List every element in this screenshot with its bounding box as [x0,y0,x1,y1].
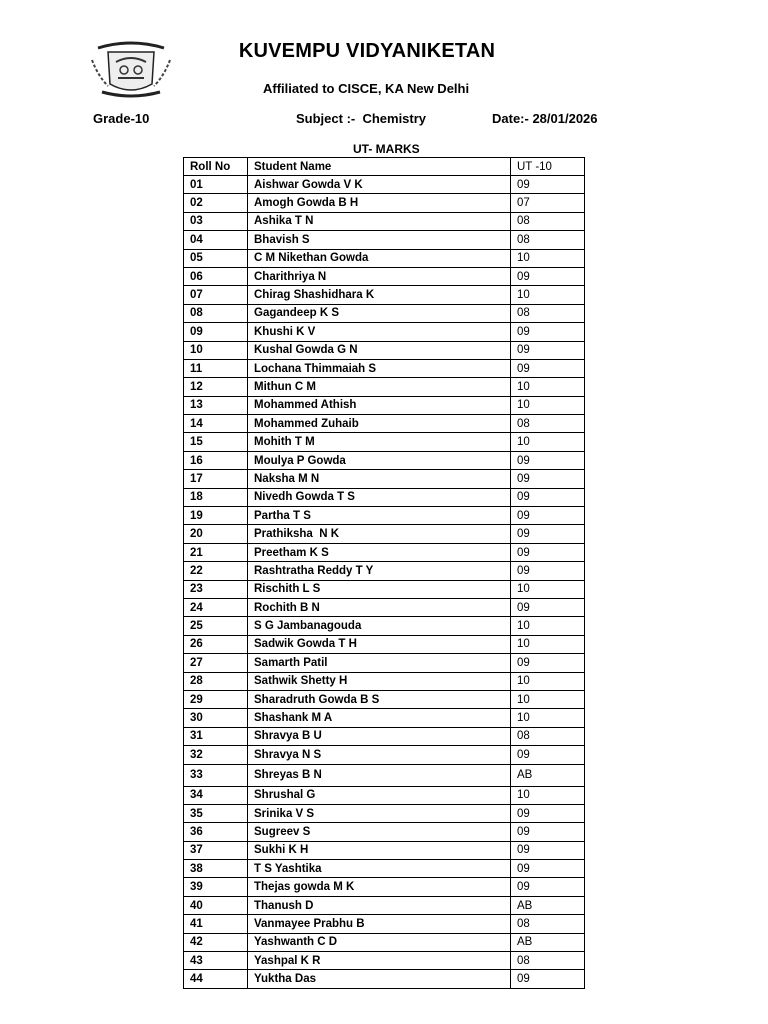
roll-number-cell: 01 [184,176,248,194]
roll-number-cell: 35 [184,804,248,822]
roll-number-cell: 19 [184,507,248,525]
student-name-cell: Khushi K V [248,323,511,341]
student-name-cell: Charithriya N [248,267,511,285]
roll-number-cell: 25 [184,617,248,635]
ut-marks-cell: 10 [511,617,585,635]
ut-marks-cell: 09 [511,654,585,672]
table-row [184,896,585,914]
roll-number-cell: 12 [184,378,248,396]
student-name-cell: Sadwik Gowda T H [248,635,511,653]
student-name-cell: Aishwar Gowda V K [248,176,511,194]
table-row [184,933,585,951]
roll-number-cell: 33 [184,764,248,786]
student-name-cell: Thejas gowda M K [248,878,511,896]
roll-number-cell: 15 [184,433,248,451]
table-row [184,860,585,878]
table-row [184,415,585,433]
table-row [184,231,585,249]
table-row [184,562,585,580]
roll-number-cell: 40 [184,896,248,914]
ut-marks-cell: 09 [511,841,585,859]
ut-marks-cell: 09 [511,176,585,194]
ut-marks-cell: 10 [511,396,585,414]
roll-number-cell: 29 [184,690,248,708]
table-row [184,804,585,822]
ut-marks-cell: 09 [511,323,585,341]
ut-marks-cell: 10 [511,786,585,804]
ut-marks-cell: 09 [511,746,585,764]
ut-marks-cell: 09 [511,451,585,469]
table-row [184,470,585,488]
ut-marks-cell: 10 [511,286,585,304]
roll-number-cell: 08 [184,304,248,322]
student-name-cell: Shreyas B N [248,764,511,786]
student-name-cell: Yashwanth C D [248,933,511,951]
table-row [184,709,585,727]
student-name-cell: Lochana Thimmaiah S [248,359,511,377]
student-name-cell: Shravya N S [248,746,511,764]
roll-number-cell: 13 [184,396,248,414]
student-name-cell: Sharadruth Gowda B S [248,690,511,708]
ut-marks-cell: 09 [511,878,585,896]
ut-marks-cell: 09 [511,341,585,359]
ut-marks-cell: 09 [511,804,585,822]
roll-number-cell: 02 [184,194,248,212]
student-name-cell: Rochith B N [248,598,511,616]
ut-marks-cell: 09 [511,470,585,488]
table-row [184,635,585,653]
roll-number-cell: 36 [184,823,248,841]
table-row [184,286,585,304]
roll-number-cell: 11 [184,359,248,377]
table-row [184,580,585,598]
ut-marks-cell: 09 [511,507,585,525]
student-name-cell: Nivedh Gowda T S [248,488,511,506]
roll-number-cell: 42 [184,933,248,951]
school-name: KUVEMPU VIDYANIKETAN [238,40,496,62]
table-row [184,823,585,841]
student-name-cell: Ashika T N [248,212,511,230]
table-row [184,746,585,764]
column-header-roll-no: Roll No [184,158,248,176]
ut-marks-cell: 09 [511,860,585,878]
student-name-cell: Mohammed Athish [248,396,511,414]
ut-marks-cell: 08 [511,915,585,933]
roll-number-cell: 44 [184,970,248,988]
ut-marks-cell: 08 [511,304,585,322]
column-header-student-name: Student Name [248,158,511,176]
ut-marks-cell: 10 [511,690,585,708]
table-row [184,598,585,616]
student-name-cell: Gagandeep K S [248,304,511,322]
student-name-cell: Sukhi K H [248,841,511,859]
grade-label: Grade-10 [93,111,150,126]
ut-marks-cell: 09 [511,359,585,377]
marks-table [183,157,585,989]
ut-marks-cell: 08 [511,952,585,970]
student-name-cell: Sathwik Shetty H [248,672,511,690]
ut-marks-cell: 09 [511,488,585,506]
table-row [184,764,585,786]
subject-label: Subject :- Chemistry [296,111,427,126]
table-title: UT- MARKS [353,142,420,156]
table-row [184,970,585,988]
student-name-cell: Kushal Gowda G N [248,341,511,359]
student-name-cell: Rischith L S [248,580,511,598]
table-row [184,617,585,635]
student-name-cell: Prathiksha N K [248,525,511,543]
table-row [184,194,585,212]
student-name-cell: Naksha M N [248,470,511,488]
roll-number-cell: 09 [184,323,248,341]
roll-number-cell: 16 [184,451,248,469]
student-name-cell: Amogh Gowda B H [248,194,511,212]
student-name-cell: Yashpal K R [248,952,511,970]
ut-marks-cell: 09 [511,823,585,841]
ut-marks-cell: 10 [511,672,585,690]
roll-number-cell: 07 [184,286,248,304]
student-name-cell: Shravya B U [248,727,511,745]
roll-number-cell: 05 [184,249,248,267]
ut-marks-cell: AB [511,896,585,914]
table-row [184,786,585,804]
roll-number-cell: 38 [184,860,248,878]
student-name-cell: Chirag Shashidhara K [248,286,511,304]
roll-number-cell: 06 [184,267,248,285]
ut-marks-cell: 10 [511,580,585,598]
roll-number-cell: 04 [184,231,248,249]
student-name-cell: Bhavish S [248,231,511,249]
roll-number-cell: 28 [184,672,248,690]
table-row [184,304,585,322]
table-row [184,525,585,543]
roll-number-cell: 39 [184,878,248,896]
roll-number-cell: 10 [184,341,248,359]
student-name-cell: Yuktha Das [248,970,511,988]
student-name-cell: S G Jambanagouda [248,617,511,635]
student-name-cell: Preetham K S [248,543,511,561]
ut-marks-cell: 10 [511,709,585,727]
table-row [184,212,585,230]
table-row [184,249,585,267]
ut-marks-cell: 07 [511,194,585,212]
ut-marks-cell: 09 [511,970,585,988]
table-row [184,690,585,708]
column-header-ut-marks: UT -10 [511,158,585,176]
ut-marks-cell: 10 [511,378,585,396]
student-name-cell: Partha T S [248,507,511,525]
table-row [184,543,585,561]
ut-marks-cell: 09 [511,543,585,561]
ut-marks-cell: 08 [511,212,585,230]
table-row [184,841,585,859]
student-name-cell: Thanush D [248,896,511,914]
roll-number-cell: 43 [184,952,248,970]
roll-number-cell: 03 [184,212,248,230]
roll-number-cell: 20 [184,525,248,543]
student-name-cell: Mohammed Zuhaib [248,415,511,433]
roll-number-cell: 41 [184,915,248,933]
table-row [184,488,585,506]
ut-marks-cell: 09 [511,525,585,543]
ut-marks-cell: 08 [511,415,585,433]
ut-marks-cell: 10 [511,249,585,267]
roll-number-cell: 21 [184,543,248,561]
ut-marks-cell: 10 [511,635,585,653]
table-row [184,654,585,672]
roll-number-cell: 17 [184,470,248,488]
table-row [184,507,585,525]
table-row [184,176,585,194]
ut-marks-cell: 09 [511,598,585,616]
roll-number-cell: 31 [184,727,248,745]
student-name-cell: Mithun C M [248,378,511,396]
roll-number-cell: 34 [184,786,248,804]
student-name-cell: Samarth Patil [248,654,511,672]
ut-marks-cell: 08 [511,727,585,745]
table-row [184,915,585,933]
affiliation-text: Affiliated to CISCE, KA New Delhi [263,81,470,96]
ut-marks-cell: 09 [511,562,585,580]
ut-marks-cell: 09 [511,267,585,285]
roll-number-cell: 32 [184,746,248,764]
roll-number-cell: 37 [184,841,248,859]
ut-marks-cell: 10 [511,433,585,451]
ut-marks-cell: AB [511,764,585,786]
student-name-cell: Mohith T M [248,433,511,451]
table-row [184,267,585,285]
table-row [184,451,585,469]
table-row [184,378,585,396]
roll-number-cell: 24 [184,598,248,616]
roll-number-cell: 26 [184,635,248,653]
student-name-cell: T S Yashtika [248,860,511,878]
table-row [184,341,585,359]
table-row [184,433,585,451]
student-name-cell: Srinika V S [248,804,511,822]
student-name-cell: Rashtratha Reddy T Y [248,562,511,580]
ut-marks-cell: 08 [511,231,585,249]
table-header-row [184,158,585,176]
date-label: Date:- 28/01/2026 [492,111,598,126]
roll-number-cell: 23 [184,580,248,598]
table-row [184,396,585,414]
student-name-cell: Moulya P Gowda [248,451,511,469]
roll-number-cell: 30 [184,709,248,727]
roll-number-cell: 22 [184,562,248,580]
table-row [184,359,585,377]
table-row [184,323,585,341]
roll-number-cell: 18 [184,488,248,506]
table-row [184,672,585,690]
ut-marks-cell: AB [511,933,585,951]
student-name-cell: Shrushal G [248,786,511,804]
student-name-cell: Shashank M A [248,709,511,727]
table-row [184,952,585,970]
student-name-cell: Vanmayee Prabhu B [248,915,511,933]
roll-number-cell: 14 [184,415,248,433]
table-row [184,727,585,745]
student-name-cell: C M Nikethan Gowda [248,249,511,267]
student-name-cell: Sugreev S [248,823,511,841]
roll-number-cell: 27 [184,654,248,672]
table-row [184,878,585,896]
